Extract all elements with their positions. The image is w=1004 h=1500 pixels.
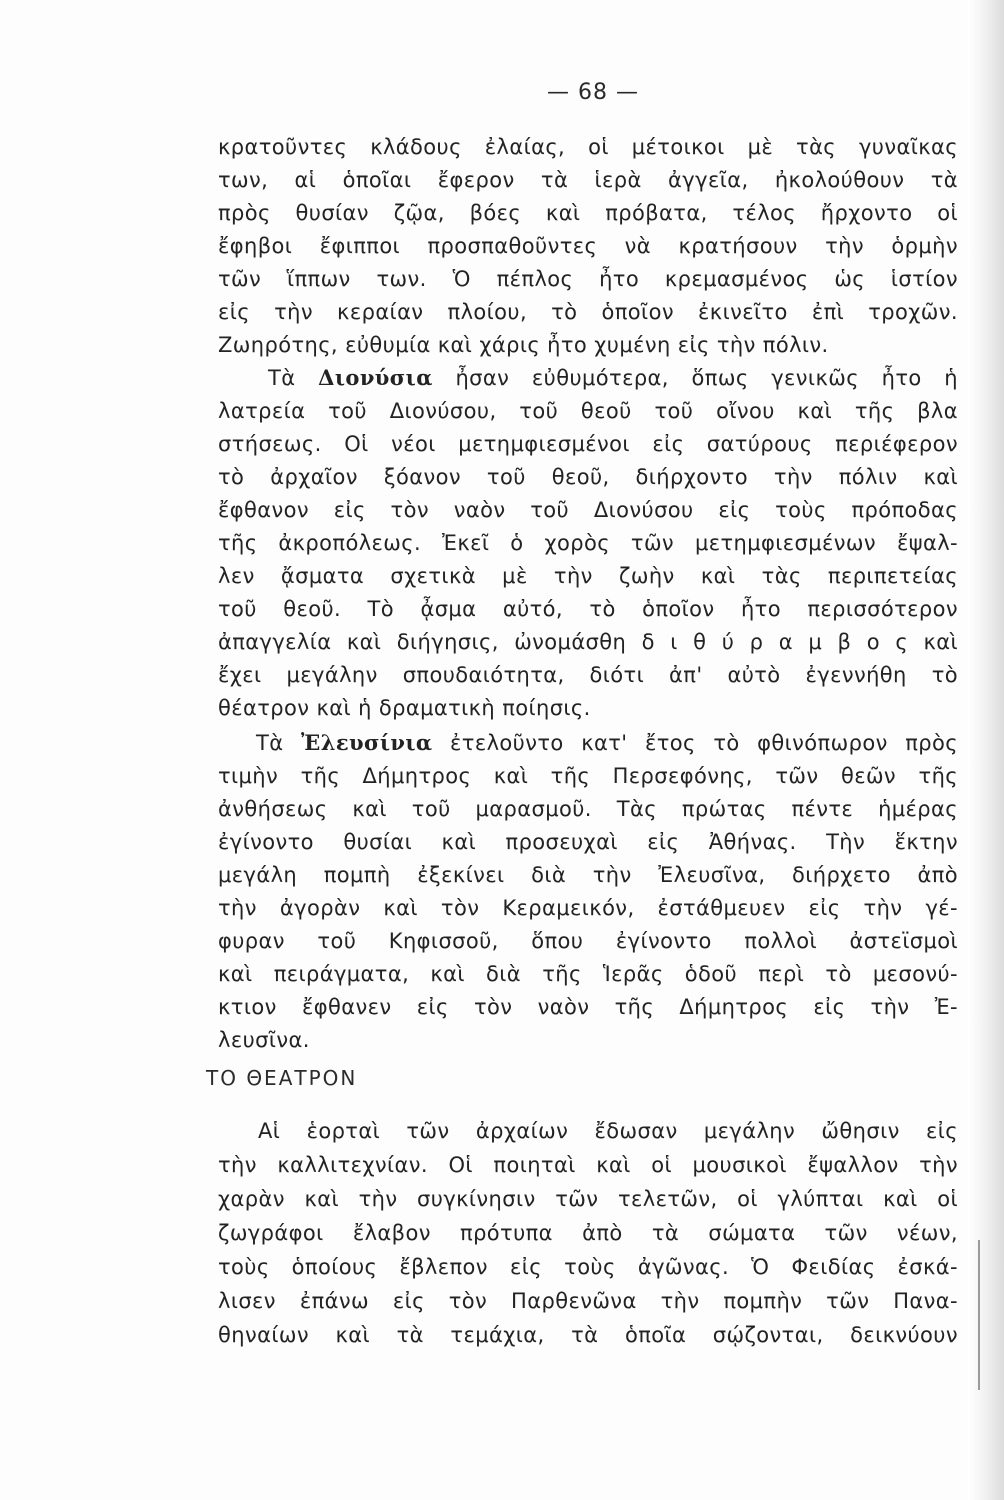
term-eleusinia: Ἐλευσίνια: [301, 730, 433, 755]
text-line: τῶν ἵππων των. Ὁ πέπλος ἦτο κρεμασμένος ὡς ἱστίον: [218, 267, 958, 291]
text-line: θηναίων καὶ τὰ τεμάχια, τὰ ὁποῖα σῴζονται, δεικνύουν: [218, 1323, 958, 1347]
text-fragment: Τὰ: [256, 731, 302, 755]
text-line: στήσεως. Οἱ νέοι μετημφιεσμένοι εἰς σατύρους περιέφερον: [218, 432, 958, 456]
text-line: φυραν τοῦ Κηφισσοῦ, ὅπου ἐγίνοντο πολλοὶ ἀστεϊσμοὶ: [218, 929, 958, 953]
binding-edge: [968, 0, 1004, 1500]
text-line: λισεν ἐπάνω εἰς τὸν Παρθενῶνα τὴν πομπὴν τῶν Πανα-: [218, 1289, 958, 1313]
text-line: τὸ ἀρχαῖον ξόανον τοῦ θεοῦ, διήρχοντο τὴν πόλιν καὶ: [218, 465, 958, 489]
text-line: τοὺς ὁποίους ἔβλεπον εἰς τοὺς ἀγῶνας. Ὁ Φειδίας ἐσκά-: [218, 1255, 958, 1279]
text-line: τὴν καλλιτεχνίαν. Οἱ ποιηταὶ καὶ οἱ μουσικοὶ ἔψαλλον τὴν: [218, 1153, 958, 1177]
text-line: των, αἱ ὁποῖαι ἔφερον τὰ ἱερὰ ἀγγεῖα, ἠκολούθουν τὰ: [218, 168, 958, 192]
term-dionysia: Διονύσια: [318, 365, 433, 390]
text-line: θέατρον καὶ ἡ δραματικὴ ποίησις.: [218, 696, 591, 720]
text-line: ἀνθήσεως καὶ τοῦ μαρασμοῦ. Τὰς πρώτας πέντε ἡμέρας: [218, 797, 958, 821]
text-fragment: ἐτελοῦντο κατ' ἔτος τὸ φθινόπωρον πρὸς: [432, 731, 959, 755]
text-line: ἔφηβοι ἔφιπποι προσπαθοῦντες νὰ κρατήσουν τὴν ὁρμὴν: [218, 234, 958, 258]
text-line: καὶ πειράγματα, καὶ διὰ τῆς Ἱερᾶς ὁδοῦ περὶ τὸ μεσονύ-: [218, 962, 958, 986]
text-line: ἐγίνοντο θυσίαι καὶ προσευχαὶ εἰς Ἀθήνας. Τὴν ἕκτην: [218, 830, 958, 854]
text-line: λατρεία τοῦ Διονύσου, τοῦ θεοῦ τοῦ οἴνου καὶ τῆς βλα: [218, 399, 958, 423]
text-line: τιμὴν τῆς Δήμητρος καὶ τῆς Περσεφόνης, τῶν θεῶν τῆς: [218, 764, 958, 788]
text-line: ἔχει μεγάλην σπουδαιότητα, διότι ἀπ' αὐτὸ ἐγεννήθη τὸ: [218, 663, 958, 687]
text-fragment: ἦσαν εὐθυμότερα, ὅπως γενικῶς ἦτο ἡ: [432, 366, 958, 390]
text-line: τῆς ἀκροπόλεως. Ἐκεῖ ὁ χορὸς τῶν μετημφιεσμένων ἔψαλ-: [218, 531, 958, 555]
text-line: Αἱ ἑορταὶ τῶν ἀρχαίων ἔδωσαν μεγάλην ὤθησιν εἰς: [258, 1119, 958, 1143]
text-line: κτιον ἔφθανεν εἰς τὸν ναὸν τῆς Δήμητρος εἰς τὴν Ἐ-: [218, 995, 958, 1019]
text-line: χαρὰν καὶ τὴν συγκίνησιν τῶν τελετῶν, οἱ γλύπται καὶ οἱ: [218, 1187, 958, 1211]
text-line: μεγάλη πομπὴ ἐξεκίνει διὰ τὴν Ἐλευσῖνα, διήρχετο ἀπὸ: [218, 863, 958, 887]
text-fragment: Τὰ: [268, 366, 319, 390]
text-line: κρατοῦντες κλάδους ἐλαίας, οἱ μέτοικοι μὲ τὰς γυναῖκας: [218, 135, 958, 159]
text-line: [256, 726, 958, 760]
text-line: εἰς τὴν κεραίαν πλοίου, τὸ ὁποῖον ἐκινεῖτο ἐπὶ τροχῶν.: [218, 300, 958, 324]
text-line: λευσῖνα.: [218, 1028, 310, 1052]
text-line: ἀπαγγελία καὶ διήγησις, ὠνομάσθη δ ι θ ύ ρ α μ β ο ς καὶ: [218, 630, 958, 654]
text-line: τὴν ἀγορὰν καὶ τὸν Κεραμεικόν, ἐστάθμευεν εἰς τὴν γέ-: [218, 896, 958, 920]
text-line: ζωγράφοι ἔλαβον πρότυπα ἀπὸ τὰ σώματα τῶν νέων,: [218, 1221, 958, 1245]
text-line: πρὸς θυσίαν ζῷα, βόες καὶ πρόβατα, τέλος ἤρχοντο οἱ: [218, 201, 958, 225]
text-line: ἔφθανον εἰς τὸν ναὸν τοῦ Διονύσου εἰς τοὺς πρόποδας: [218, 498, 958, 522]
text-line: τοῦ θεοῦ. Τὸ ᾆσμα αὐτό, τὸ ὁποῖον ἦτο περισσότερον: [218, 597, 958, 621]
text-line: Ζωηρότης, εὐθυμία καὶ χάρις ἦτο χυμένη εἰς τὴν πόλιν.: [218, 333, 829, 357]
spine-mark: [978, 1240, 980, 1390]
section-heading: ΤΟ ΘΕΑΤΡΟΝ: [206, 1066, 358, 1090]
page-number: — 68 —: [547, 80, 639, 105]
text-line: λεν ᾄσματα σχετικὰ μὲ τὴν ζωὴν καὶ τὰς περιπετείας: [218, 564, 958, 588]
text-line: [268, 361, 958, 395]
